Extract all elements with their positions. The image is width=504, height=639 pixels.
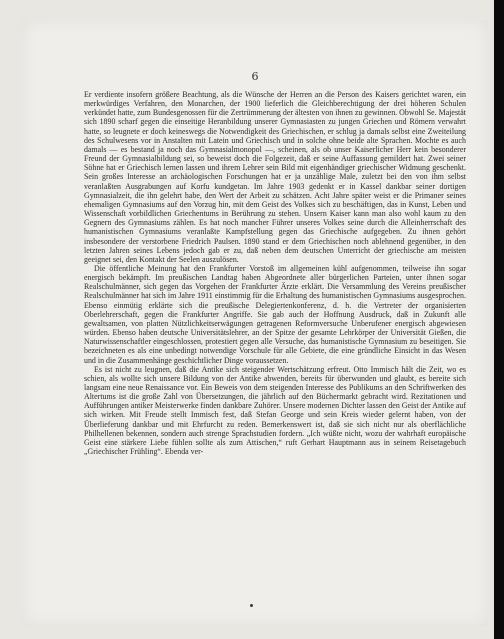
print-mark — [250, 604, 253, 607]
scanner-edge-strip — [494, 0, 504, 639]
paper-page — [22, 20, 488, 626]
paragraph-2: Die öffentliche Meinung hat den Frankfurter Vorstoß im allgemeinen kühl aufgenommen, teilweise ihn sogar energisch bekämpft. Im preußischen Landtag haben Abgeordnete aller bürgerlichen Parteien, unter ihnen sogar Realschulmänner, sich gegen das Vorgehen der Frankfurter Ärzte erklärt. Die Versammlung des Vereins preußischer Realschulmänner hat sich im Jahre 1911 einstimmig für die Erhaltung des humanistischen Gymnasiums ausgesprochen. Ebenso einmütig erklärte sich die preußische Delegiertenkonferenz, d. h. die Vertreter der organisierten Oberlehrerschaft, gegen die Frankfurter Angriffe. Sie gab auch der Hoffnung Ausdruck, daß in Zukunft alle gewaltsamen, von platten Nützlichkeitserwägungen getragenen Reformversuche Unberufener energisch abgewiesen würden. Ebenso haben deutsche Universitätslehrer, an der Spitze der gesamte Lehrkörper der Universität Gießen, die Naturwissenschaftler eingeschlossen, protestiert gegen alle Versuche, das humanistische Gymnasium zu beseitigen. Sie bezeichneten es als eine unbedingt notwendige Vorschule für alle Gebiete, die eine gründliche Einsicht in das Wesen und in die Zusammenhänge geschichtlicher Dinge voraussetzen. — [84, 263, 466, 365]
paragraph-1: Er verdiente insofern größere Beachtung, als die Wünsche der Herren an die Person des Kaisers gerichtet waren, ein merkwürdiges Verfahren, den Monarchen, der 1900 lieferlich die Gleichberechtigung der drei höheren Schulen verkündet hatte, zum Bundesgenossen für die Zertrümmerung der ältesten von ihnen zu gewinnen. Obwohl Se. Majestät sich 1890 scharf gegen die einseitige Heranbildung unserer Gymnasiasten zu jungen Griechen und Römern verwahrt hatte, so leugnete er doch keineswegs die Notwendigkeit des Griechischen, er schlug ja damals selbst eine Zweiteilung des Schulwesens vor in Anstalten mit Latein und Griechisch und in solche ohne beide alte Sprachen. Mochte es auch damals — es bestand ja noch das Gymnasialmonopol —, scheinen, als ob unser Kaiserlicher Herr kein besonderer Freund der Gymnasialbildung sei, so beweist doch die Folgezeit, daß er seine Auffassung gemildert hat. Zwei seiner Söhne hat er Griechisch lernen lassen und ihrem Lehrer sein Bild mit eigenhändiger griechischer Widmung geschenkt. Sein großes Interesse an archäologischen Forschungen hat er ja unzählige Male, zuletzt bei den von ihm selbst veranlaßten Ausgrabungen auf Korfu kundgetan. Im Jahre 1903 gedenkt er in Kassel dankbar seiner dortigen Gymnasialzeit, die ihn gelehrt habe, den Wert der Arbeit zu schätzen. Acht Jahre später weist er die Primaner seines ehemaligen Gymnasiums auf den Vorzug hin, mit dem Geist des Volkes sich zu beschäftigen, das in Kunst, Leben und Wissenschaft vorbildlichen Griechentums in Berührung zu stehen. Unsern Kaiser kann man also wohl kaum zu den Gegnern des Gymnasiums zählen. Es hat noch mancher Führer unseres Volkes seine durch die Alleinherrschaft des humanistischen Gymnasiums veranlaßte Kampfstellung gegen das Griechische aufgegeben. Zu ihnen gehört insbesondere der verstorbene Friedrich Paulsen. 1890 stand er dem Griechischen noch ablehnend gegenüber, in den letzten Jahren seines Lebens jedoch gab er zu, daß neben dem deutschen Unterricht der griechische am meisten geeignet sei, den Kontakt der Seelen auszulösen. — [84, 90, 466, 264]
paragraph-3: Es ist nicht zu leugnen, daß die Antike sich steigender Wertschätzung erfreut. Otto Immisch hält die Zeit, wo es schien, als wollte sich unsere Bildung von der Antike abwenden, bereits für überwunden und glaubt, es bereite sich langsam eine neue Renaissance vor. Ein Beweis von dem steigenden Interesse des Publikums an den Schriftwerken des Altertums ist die große Zahl von Übersetzungen, die jährlich auf den Büchermarkt gebracht wird. Rezitationen und Aufführungen antiker Meisterwerke finden dankbare Zuhörer. Unsere modernen Dichter lassen den Geist der Antike auf sich wirken. Mit Freude stellt Immisch fest, daß Stefan George und sein Kreis wieder gelernt haben, von der Überlieferung dankbar und mit Ehrfurcht zu reden. Bemerkenswert ist, daß sie sich nicht nur als oberflächliche Philhellenen bekennen, sondern auch strenge Sprachstudien fordern. „Ich wüßte nicht, wozu der wahrhaft europäische Geist eine stärkere Liebe fühlen sollte als zum Attischen,“ ruft Gerhart Hauptmann aus in seinem Reisetagebuch „Griechischer Frühling“. Ebenda ver- — [84, 364, 466, 457]
page-number: 6 — [251, 70, 259, 83]
body-text — [84, 90, 466, 456]
